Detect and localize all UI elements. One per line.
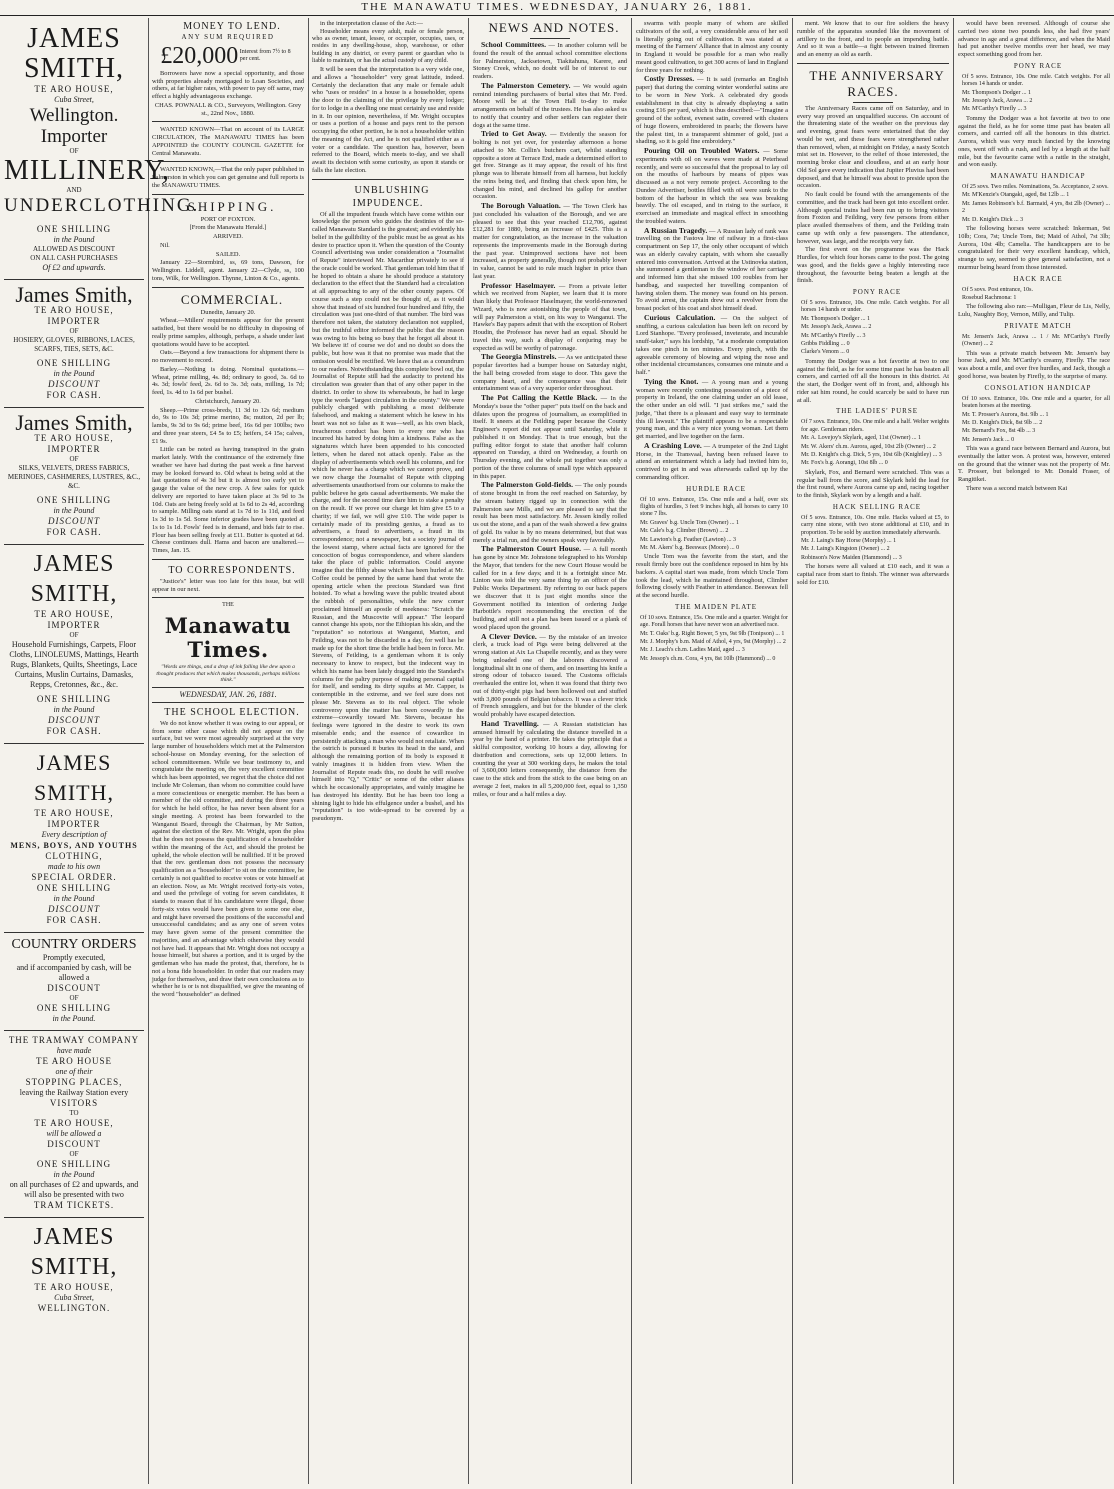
advert-silks	[4, 408, 144, 545]
wanted-notice: WANTED KNOWN,—That the only paper published in Palmerston in which you can get genuine and full reports is the MANAWATU TIMES.	[152, 166, 304, 189]
race-entry: Mr. T. Prosser's Aurora, 8st. 9lb ... 1	[962, 411, 1049, 418]
column-7	[958, 20, 1110, 1482]
advert-line: OF	[69, 327, 79, 335]
news-item-title: The Borough Valuation.	[481, 201, 561, 210]
race-heading: PRIVATE MATCH	[1004, 321, 1072, 330]
paper-motto: "Words are things, and a drop of ink falling like dew upon a thought produces that which makes thousands, perhaps millions think."	[156, 664, 300, 684]
advert-line: in the Pound	[53, 506, 95, 515]
advert-line: Of £2 and upwards.	[42, 263, 106, 272]
news-item-title: The Palmerston Cemetery.	[481, 80, 571, 90]
advert-line: one of their	[55, 1067, 93, 1076]
race-entry: Mr. D. Knight's Dick ... 3	[962, 216, 1024, 223]
news-item-body: It is said (remarks an English paper) that during the coming winter wonderful satins are to be worn in New York. A celebrated dry goods establishment in that city is already displaying a satin costing £16 per yard, which is thus described:—"Imagine a ground of the softest, evenest satin, covered with clusters of huge flowers, embroidered in pearls; the flowers have the palest tint, in a transparent shimmer of gold, just a shading, so it is gold fine embroidery."	[636, 76, 788, 146]
race-report: Tommy the Dodger was a hot favorite at two to one against the field, as he for some time past he has beaten all comers, and carried off all the honours in this district. At the start, the Dodger went off in front, and, although his rider sat him round, he could scarcely be said to have run at all.	[797, 357, 949, 404]
money-note: Interest from 7½ to 8 per cent.	[239, 48, 291, 62]
advert-line: leaving the Railway Station every	[19, 1088, 129, 1097]
masthead-rule	[0, 15, 1114, 16]
commercial-heading: COMMERCIAL.	[180, 291, 284, 307]
race-entry: Mr. Cale's b.g. Climber (Brown) ... 2	[640, 528, 729, 535]
advert-line: DISCOUNT	[47, 715, 100, 725]
advert-line: ON ALL CASH PURCHASES	[30, 254, 118, 262]
race-entry: Mr. M'Kenzie's Otangaki, aged, 8st 12lb ... 1	[962, 192, 1070, 199]
race-report: The following also ran:—Mulligan, Fleur de Lis, Nelly, Lulu, Naughty Boy, Vernon, Milly, and Tulip.	[958, 303, 1110, 319]
advert-line: will be allowed a	[46, 1129, 102, 1138]
race-entry: Rosebud Rachmona: 1	[962, 294, 1017, 301]
race-report: Tommy the Dodger was a hot favorite at two to one against the field, as he for some time past has beaten all comers, and carried off all the honours in this district. Aurora, which was very much fancied by the knowing ones, went off with a rush, and led by a length at the half mile, but the favourite came with a rattle in the straight, and won easily.	[958, 114, 1110, 169]
column-4	[473, 20, 627, 1482]
commercial-paragraph: Oats.—Beyond a few transactions for shipment there is no movement to record.	[152, 349, 304, 364]
column-3	[312, 20, 464, 1482]
news-item-body: As we anticipated these popular favorites had a bumper house on Saturday night, the hall being crowded from stage to door. This gave the company heart, and the consequence was that their entertainment was of a very superior order throughout.	[473, 354, 627, 393]
news-item-title: The Palmerston Court House.	[481, 544, 582, 554]
advert-name: James Smith,	[15, 410, 133, 435]
race-entry: Mr. J. Laing's Kingston (Owner) ... 2	[801, 546, 890, 553]
news-item-body: From a private letter which we received from Napier, we learn that it is more than likely that Professor Haselmayer, the world-renowned Wizard, who is now astonishing the people of that town, will pay Palmerston a visit, on his way to Wanganui. The Hawke's Bay papers admit that with the exception of Robert Houdin, the Professor has never had an equal. Should he travel this way, such a display of conjuring may be expected as will be worthy of patronage.	[473, 282, 627, 352]
column-5	[636, 20, 788, 1482]
article-paragraph: There was a second match between Kai	[966, 484, 1068, 492]
advert-line: TE ARO HOUSE,	[34, 808, 114, 818]
commercial-paragraph: Barley.—Nothing is doing. Nominal quotations.—Wheat, prime milling, 4s. 8d; ordinary to good, 3s. 6d to 4s. 3d; fowls' feed, 2s. 6d to 3s. 3d; oats, milling, 1s 7d; feed, 1s. 4d to 1s 6d per bushel.	[152, 365, 304, 396]
column-2	[152, 20, 304, 1482]
shipping-port: PORT OF FOXTON.	[200, 215, 256, 223]
race-conditions: Of 7 sovs. Entrance, 10s. One mile and a half. Welter weights for age. Gentleman riders.	[801, 419, 949, 433]
news-item: School Committees. — In another column will be found the result of the annual school committee elections for Palmerston, Jacksetown, Tiakitahuna, Karere, and Stoney Creek, which, no doubt will be of interest to our readers.	[473, 40, 627, 80]
advert-line: TE ARO HOUSE,	[34, 84, 114, 94]
news-item: The Palmerston Cemetery. — We would again remind intending purchasers of burial sites that Mr. Fred. Moore will be at the Town Hall to-day to make arrangements on behalf of the trustees. He has also asked us to notify that country and other settlers can register their dogs at the same time.	[473, 80, 627, 129]
advert-line: DISCOUNT	[47, 379, 100, 389]
masthead: THE MANAWATU TIMES. WEDNESDAY, JANUARY 26, 1881.	[361, 1, 753, 13]
race-entry: Robinson's Now Maiden (Hammond) ... 3	[801, 554, 902, 561]
school-election-body: We do not know whether it was owing to our appeal, or from some other cause which did not appear on the surface, but we were most agreeably surprised at the very large number of householders which met at the Palmerston school-house on Monday evening, for the selection of school committeemen. While we bear testimony to, and congratulate the meeting on, the very excellent committee which has been appointed, we regret that the choice did not include Mr Coleman, than whom no committee could have a more conscientious or energetic member. He has been a member of the old committee, and during the three years for which he held office, he has never been absent for a single meeting. A protest has been forwarded to the Wanganui Board, through the Chairman, by Mr Sutton, against the election of the Rev. Mr. Wright, upon the plea that he does not possess the qualification of a householder within the meaning of the Act, and should the protest be upheld, the whole election will be nullified. If it be proved that the rev. gentleman does not possess the necessary qualification as a "householder" to sit on the committee, he certainly is not qualified to receive votes or vote himself at an election. Now, as Mr. Wright received forty-six votes, and used the privilege of voting for seven candidates, it stands to reason that if his candidature were illegal, those forty-six votes would have been given to some one else, and might have reversed the positions of the successful and unsuccessful candidates; and as any one of seven votes may have given some of the present committee the majorities, and an advantage which otherwise they would not have had. It appears that Mr. Wright does not occupy a house himself, but shares a portion, and it is urged by the gentleman who has made the protest, that, therefore, he is not a bona fide householder. In order that our readers may judge for themselves, and draw their own conclusions as to whether he is or is not disqualified, we give the meaning of the word "householder" as defined	[152, 719, 304, 999]
race-entry: Mr. Jessop's Jack, Arawa ... 2	[962, 97, 1033, 104]
advert-line: Household Furnishings, Carpets, Floor Cloths, LINOLEUMS, Mattings, Hearth Rugs, Blankets, Quilts, Sheetings, Lace Curtains, Muslin Curtains, Damasks, Repps, Cretonnes, &c., &c.	[9, 640, 139, 689]
race-heading: HACK RACE	[1013, 274, 1063, 283]
advert-line: MILLINERY,	[4, 155, 170, 186]
article-paragraph: in the interpretation clause of the Act:—	[320, 20, 423, 27]
shipping-body: January 22—Stormbird, ss, 69 tons, Dawson, for Wellington. Liddell, agent. January 22—Clyde, ss, 100 tons, Wilk, for Wellington. Thynne, Linton & Co., agents.	[152, 259, 304, 282]
race-entry: Mr. M'Carthy's Firefly ... 3	[962, 106, 1027, 113]
news-item-title: Costly Dresses.	[644, 74, 695, 84]
advert-line: in the Pound	[53, 894, 95, 903]
news-item-title: Hand Travelling.	[481, 718, 539, 728]
advert-line: FOR CASH.	[46, 527, 102, 537]
article-paragraph: The first event on the programme was the Hack Hurdles, for which four horses came to the post. The going was good, and the fields gave a highly interesting race throughout, the favourite being beaten a length at the finish.	[797, 246, 949, 285]
advert-line: Promptly executed,	[42, 953, 106, 962]
advert-line: IMPORTER	[47, 316, 101, 326]
race-heading: MANAWATU HANDICAP	[990, 172, 1086, 181]
article-paragraph: It will be seen that the interpretation is a very wide one, and allows a "householder" very great latitude, indeed. Certainly the declaration that any male or female adult who "uses or resides" in a house is a householder, opens the door to the claiming of the privilege by every lodger; for to lodge in a dwelling one must certainly use and reside in it. In our opinion, nevertheless, if Mr. Wright occupies or uses a portion of a house and pays rent to the person occupying the other portion, he is not a householder within the meaning of the Act, and he is not qualified either as a voter or a candidate. The question has, however, been referred to the Board, which meets to-day, and we shall await its decision with some curiosity, as upon it stands or falls the late election.	[312, 66, 464, 174]
news-item-title: The Georgia Minstrels.	[481, 352, 557, 362]
advert-line: TRAM TICKETS.	[33, 1200, 115, 1210]
advert-line: have made	[56, 1046, 92, 1055]
race-entry: Mr. W. Akers' ch.m. Aurora, aged, 10st 2lb (Owner) ... 2	[801, 443, 936, 450]
advert-tramway	[4, 1031, 144, 1218]
advert-line: FOR CASH.	[46, 390, 102, 400]
news-item: The Borough Valuation. — The Town Clerk has just concluded his valuation of the Borough, and we are pleased to see that this year reached £12,706, against £12,281 for 1880, being an increase of £425. This is a matter for congratulation, as the increase in the valuation represents the improvements made in the Borough during the past year. Unimproved sections have not been increased, as property generally, though not probably lower in value, cannot be said to rule much higher in price than last year.	[473, 201, 627, 280]
advert-line: in the Pound	[53, 705, 95, 714]
news-item-body: Evidently the season for bolting is not yet over, for yesterday afternoon a horse attached to Mr. Collin's butchers cart, whilst standing opposite a store at Terrace End, made a determined effort to get free. Strange as it may appear, the result of his first plunge was to liberate himself from all harness, but luckily the reins being tied, and finding that check upon him, he changed his mind, and declined his gallop for another occasion.	[473, 131, 627, 201]
paper-title: Manawatu Times.	[164, 613, 292, 662]
race-entry: Mr. Jessop's ch.m. Cora, 4 yrs, 8st 10lb (Hammond) ... 0	[640, 655, 776, 662]
advert-line: TE ARO HOUSE,	[34, 305, 114, 315]
advert-line: IMPORTER	[47, 620, 101, 630]
column-rule	[953, 18, 954, 1484]
advert-line: MENS, BOYS, AND YOUTHS	[10, 841, 138, 850]
news-item-title: Professor Haselmayer.	[481, 280, 556, 290]
advert-line: TE ARO HOUSE	[35, 1056, 112, 1066]
column-rule	[308, 18, 309, 1484]
advert-line: WELLINGTON.	[37, 1303, 111, 1313]
commercial-paragraph: Sheep.—Prime cross-breds, 11 3d to 12s 6d; medium do, 9s to 10s 3d; prime merino, 8s; mutton, 2d per lb; lambs, 9s 3d to 9s 6d; prime beef, 16s 6d per 100lbs; two and three year steers, £4 5s to £5; heifers, £4 15s; calves, £1 9s.	[152, 406, 304, 445]
column-rule	[148, 18, 149, 1484]
arrived-label: ARRIVED.	[213, 233, 243, 240]
advert-line: OF	[69, 455, 79, 463]
title-the: THE	[222, 602, 234, 609]
news-item: The Pot Calling the Kettle Black. — In the Monday's issue the "other paper" puts itself on the back and dilates upon the progress of journalism, as exemplified in itself. It sneers at the Feilding paper because the County Engineer's report did not appear until Saturday, while it published it on Monday. That is true enough, but the puffing editor forgot to state that another half column appeared on Tuesday, a third on Wednesday, a fourth on Thursday evening, and the whole put together was only a portion of the three columns of small type which appeared in this paper.	[473, 393, 627, 480]
race-heading: THE LADIES' PURSE	[835, 407, 919, 416]
money-signature: CHAS. POWNALL & CO., Surveyors, Wellington. Grey st., 22nd Nov., 1880.	[154, 101, 302, 117]
race-heading: PONY RACE	[852, 288, 902, 296]
money-body: Borrowers have now a special opportunity, and those with properties already mortgaged to Loan Societies, and others, at far higher rates, with power to pay off same, may effect a highly advantageous exchange.	[152, 69, 304, 100]
unblushing-heading: UNBLUSHING IMPUDENCE.	[352, 184, 430, 209]
advert-line: DISCOUNT	[47, 1139, 101, 1149]
advert-furnishings	[4, 545, 144, 744]
news-item-body: A Russian lady of rank was travelling on the Fastova line of railway in a first-class compartment on Sep 17, the only other occupant of which was an elderly cavalry captain, with whom she casually entered into conversation. Arrived at the Ustinovka station, she summoned a gentleman to the window of her carriage and informed him that she missed 100 roubles from her handbag, and suspected her travelling companion of having stolen them. The money was found on his person. To avoid arrest, the captain drew out a revolver from the breast pocket of his coat and shot himself dead.	[636, 227, 789, 312]
advert-line: Cuba Street,	[54, 1293, 94, 1302]
advert-line: in the Pound.	[52, 1014, 96, 1023]
advert-line: and if accompanied by cash, will be allowed a	[16, 963, 132, 982]
article-paragraph: The Anniversary Races came off on Saturday, and in every way proved an unqualified success. On account of the threatening state of the weather on the previous day and evening, great fears were entertained that the day would be wet, and these fears were strengthened rather than removed, when, at midnight on Friday, a nasty Scotch mist set in. However, to the relief of those interested, the morning broke clear and cloudless, and at an early hour Old Sol gave every indication that Jupiter Pluvius had been deposed, and that he himself was about to preside upon the occasion.	[797, 104, 949, 190]
commercial-paragraph: Wheat.—Millers' requirements appear for the present satisfied, but there would be no difficulty in disposing of really prime samples, although, perhaps, a shade under last quotations would have to be accepted.	[152, 317, 304, 348]
advert-line: ONE SHILLING	[36, 358, 112, 368]
news-item-body: A young man and a young woman were recently contesting possession of a piece of property in Ireland, the one claiming under an old lease, the other under an old will. "I just strikes me," said the judge, "that there is a pleasant and easy way to terminate this ill lawsuit." The plaintiff appears to be a respectable young man, and this a very nice young woman. Let them get married, and live together on the farm.	[636, 378, 788, 440]
race-heading: HACK SELLING RACE	[832, 502, 922, 511]
advert-line: in the Pound	[53, 369, 95, 378]
news-item-body: By the mistake of an invoice clerk, a truck load of Pigs were being delivered at the wrong station at Aix La Chapelle recently, and as they were being unloaded one of the laborers discovered a longitudinal slit in one of them, and on inserting his knife a strong odour of tobacco issued. The Customs officials overhauled the entire lot, when it was found that thirty two out of thirty-eight pigs had been hollowed out and stuffed with 3,800 pounds of Belgian tobacco. It was a clever trick of French smugglers, and but for the blunder of the clerk would probably have escaped detection.	[473, 633, 627, 718]
unblushing-body: Of all the impudent frauds which have come within our knowledge the person who guides the destinies of the so-called Manawatu Standard is the greatest; and evidently his belief in the gullibility of the public must be as great as his desire to practice upon it. When the question of the County Council advertising was under consideration a "Journalist of Repute" interviewed Mr. Macarthur privately to see if the oracle could be worked. That gentleman told him that if he hoped to obtain a share he should produce a statutory declaration to the effect that the Standard had a circulation at all approaching to any of the other county papers. Of course such a step could not be thought of, as it would show that instead of six hundred four hundred and fifty, the circulation was just one-third of that number. The bird was therefore not taken, the statutory declaration not supplied, but the truthful editor informed the public that the reason was owing to his being so busy that he forgot all about it. We believe it! of course we do! and no doubt so does the public, but how was it that no promise was made that the omission would be rectified. We leave that as a conundrum to our readers. Notwithstanding this complete bowl out, the Journalist of Repute still had the audacity to pretend his circulation was greater than that of any other paper in the district. In order to show its whereabouts, he had in large type the words "largest circulation in the county." We were publicly charged with publishing a most deliberate falsehood, and making a statement which he knew in his heart was not so false as it was—well, as his own black, treacherous conduct has been to every one who has incurred his hatred by doing him a kindness. False as the signatures which have been appended to his concocted letters, when he dared not attack openly. False as the display of advertisements which swell his columns, and for which he never has a charge which we cannot prove, and we now charge the Journalist of Repute with clipping advertisements unauthorised from our columns to make the public believe he gets casual advertisements. We make the charge, and for the second time dare him to stake a penalty on the result. If we prove our charge let him give £5 to a charity; if we fail, we will give £10. The wide paper is certainly made of its presiding genius, a fraud as to advertisers, a fraud to advertisers, a fraud in its correspondence; not a newspaper, but a society journal of the lowest stamp, where actual facts are ignored for the concoction of bogus correspondence, and where slanders take the place of public information. Could anyone imagine that the filthy abuse which has been hurled at Mr. Coffee could be penned by the same hand that wrote the opening article when the precious Standard was first hoisted. To what a howling wave the public treated about the rubbish of personalities, while the new comer proclaimed himself an apostle of meekness: "Scratch the Russian, and the Muscovite will appear." The leopard cannot change his spots, nor the Ethiopian his skin, and the "reputation" so notorious at Wanganui, Marton, and Feilding, was not to be discarded in a day, for well has he made up for the short time the bridle had been in force. Mr. Stevens, of Feilding, is a gentleman whom it is only necessary to know to respect, but the indecent way in which his name has been lately dragged into the Standard's columns for the paltry purpose of making personal capital for itself, and sending its dirty squibs at Mr. Capper, is contemptible in the extreme, and we feel sure does not please Mr. Stevens as to its real object. The whole controversy upon the matter has been cowardly in the extreme—cowardly toward Mr. Stevens, because his feelings were ignored in the desire to work its own miserable ends; and the essence of cowardice in persistently attacking a man who would not retaliate. When the ostrich is pursued it buries its head in the sand, and although the remaining portion of its body is exposed it vainly imagines it is hidden from view. When the Journalist of Repute reads this, no doubt he will resolve himself into "Q," "Critic" or some of the other aliases which he occasionally appropriates, and vainly imagine he has destroyed his identity. But he has been too long a shining light to hide his effulgence under a bushel, and his "reputation" is too wide-spread to be covered by a pseudonym.	[312, 210, 464, 823]
advert-line: ONE SHILLING	[36, 1003, 112, 1013]
shipping-heading: SHIPPING.	[187, 198, 277, 214]
advert-line: ONE SHILLING	[36, 224, 112, 234]
advert-line: in the Pound	[53, 1170, 95, 1179]
race-heading: PONY RACE	[1013, 61, 1063, 70]
news-item-title: Pouring Oil on Troubled Waters.	[644, 146, 760, 155]
news-item: Hand Travelling. — A Russian statistician has amused himself by calculating the distance travelled in a year by the hand of a printer. He takes the principle that a skilful compositor, working 10 hours a day, allowing for distribution and corrections, sets up 12,000 letters. In counting the year at 300 working days, he makes the total of 3,600,000 letters consequently, the distance from the case to the stick and from the stick to the case being on an average 2 feet, makes in all 5,200,000 feet, equal to 1,350 miles, or four and a half miles a day.	[473, 718, 627, 798]
commercial-dateline: Christchurch, January 20.	[195, 397, 261, 405]
advert-line: OF	[69, 994, 79, 1002]
advert-line: FOR CASH.	[46, 915, 102, 925]
race-entry: Mr. James Robinson's b.f. Barmaid, 4 yrs, 8st 2lb (Owner) ... 2	[962, 200, 1110, 215]
advert-name: JAMES SMITH,	[23, 23, 125, 84]
race-entry: Clarke's Venom ... 0	[801, 349, 850, 356]
race-conditions: Of 5 sovs. Entrance, 10s. One mile. Catch weights. For all horses 14 hands or under.	[801, 300, 949, 314]
advert-line: ONE SHILLING	[36, 883, 112, 893]
race-entry: Mr. D. Knight's Dick, 8st 9lb ... 2	[962, 419, 1043, 426]
advert-line: ALLOWED AS DISCOUNT	[32, 245, 116, 253]
race-entry: Mr. J. Morphy's b.m. Maid of Athol, 4 yrs, 9st (Morphy) ... 2	[640, 639, 786, 646]
races-heading: THE ANNIVERSARY RACES.	[809, 67, 945, 99]
race-report: This was a private match between Mr. Jensen's bay horse Jack, and Mr. M'Carthy's creamy, Firefly. The race was about a mile, and over five hurdles, and Jack, though a good horse, was beaten by Firefly, to the surprise of many.	[958, 349, 1110, 380]
news-item: Tying the Knot. — A young man and a young woman were recently contesting possession of a piece of property in Ireland, the one claiming under an old lease, the other under an old will. "I just strikes me," said the judge, "that there is a pleasant and easy way to terminate this ill lawsuit." The plaintiff appears to be a respectable young man, and this a very nice young woman. Let them get married, and live together on the farm.	[636, 376, 788, 440]
article-paragraph: No fault could be found with the arrangements of the committee, and the track had been got into excellent order. Although special trains had been run up to bring visitors from Foxton and Feilding, very few persons from either place availed themselves of them, and the Feilding train came up with only a few passengers. The attendance, however, was large, and the receipts very fair.	[797, 191, 949, 245]
news-item-body: A full month has gone by since Mr. Johnstone telegraphed to his Worship the Mayor, that tenders for the new Court House would be called for in a few days; and it is a fortnight since Mr. Linton was told the very same thing by an officer of the Public Works Department. By referring to our back papers we discover that it is just eight months since the Government notified its intention of ordering Judge Harbottle's report recommending the erection of the building, and still not a plan has been issued or a plank of wood placed upon the ground.	[473, 546, 628, 631]
advert-line: TE ARO HOUSE,	[34, 1282, 114, 1292]
advert-line: OF	[69, 1150, 79, 1158]
news-item-body: We would again remind intending purchasers of burial sites that Mr. Fred. Moore will be at the Town Hall to-day to make arrangements on behalf of the trustees. He has also asked us to notify that country and other settlers can register their dogs at the same time.	[473, 82, 627, 129]
news-item-title: A Russian Tragedy.	[644, 225, 708, 235]
advert-line: TE ARO HOUSE,	[34, 609, 114, 619]
advert-clothing	[4, 744, 144, 933]
race-report: This was a grand race between Bernard and Aurora, but eventually the latter won. A protest was, however, entered on the ground that the winner was not the property of Mr. T. Prosser, but belonged to Mr. Donald Fraser, of Rangitikei.	[958, 445, 1110, 484]
race-report: Uncle Tom was the favorite from the start, and the result firmly bore out the confidence reposed in him by his backers. A capital start was made, from which Uncle Tom took the lead, which he maintained throughout, Climber following closely with Feather in attendance. Beeswax fell at the second hurdle.	[636, 553, 788, 600]
advert-line: on all purchases of £2 and upwards, and	[9, 1180, 139, 1189]
race-entry: Mr. Jessop's Jack, Arawa ... 2	[801, 324, 872, 331]
race-entry: Mr. T. Oaks' b.g. Right Bower, 5 yrs, 9st 9lb (Tonipson) ... 1	[640, 630, 785, 637]
wanted-notice: WANTED KNOWN—That on account of its LARGE CIRCULATION, The MANAWATU TIMES has been APPOINTED the COUNTY COUNCIL GAZETTE for Central Manawatu.	[152, 126, 304, 157]
advert-line: OF	[69, 147, 79, 155]
advert-line: OF	[69, 631, 79, 639]
advert-line: Every description of	[41, 830, 107, 839]
news-item-title: Tried to Get Away.	[481, 129, 547, 139]
advert-line: ONE SHILLING	[36, 495, 112, 505]
advert-line: CLOTHING,	[45, 851, 103, 861]
advert-name: James Smith,	[15, 282, 133, 307]
news-item-body: A Russian statistician has amused himself by calculating the distance travelled in a year by the hand of a printer. He takes the principle that a skilful compositor, working 10 hours a day, allowing for distribution and corrections, sets up 12,000 letters. In counting the year at 300 working days, he makes the total of 3,600,000 letters consequently, the distance from the case to the stick and from the stick to the case being on an average 2 feet, makes in all 5,200,000 feet, equal to 1,350 miles, or four and a half miles a day.	[473, 720, 627, 798]
advert-name: JAMES SMITH,	[30, 1224, 118, 1280]
arrived-value: Nil.	[160, 241, 170, 249]
race-entry: Mr. M. Akers' b.g. Beeswax (Moore) ... 0	[640, 544, 740, 551]
commercial-dateline: Dunedin, January 20.	[200, 308, 256, 316]
issue-dateline: WEDNESDAY, JAN. 26, 1881.	[152, 687, 304, 703]
advert-name: JAMES SMITH,	[30, 551, 118, 607]
news-item-title: A Clever Device.	[481, 631, 537, 641]
advert-line: UNDERCLOTHING.	[4, 195, 200, 216]
advert-line: Importer	[40, 126, 108, 147]
race-entry: Gribbs Fiddling ... 0	[801, 341, 850, 348]
advert-hosiery	[4, 280, 144, 408]
column-rule	[631, 18, 632, 1484]
race-entry: Mr. Jensen's Jack ... 0	[962, 436, 1015, 443]
race-heading: THE MAIDEN PLATE	[674, 602, 758, 611]
news-item: The Georgia Minstrels. — As we anticipated these popular favorites had a bumper house on Saturday night, the hall being crowded from stage to door. This gave the company heart, and the consequence was that their entertainment was of a very superior order throughout.	[473, 352, 627, 393]
advert-line: VISITORS	[49, 1098, 99, 1108]
advert-line: made to his own	[47, 862, 101, 871]
race-conditions: Of 10 sovs. Entrance, 15s. One mile and a half, over six flights of hurdles, 3 feet 9 inches high, all horses to carry 10 stone 7 lbs.	[640, 496, 788, 518]
news-item: Professor Haselmayer. — From a private letter which we received from Napier, we learn that it is more than likely that Professor Haselmayer, the world-renowned Wizard, who is now astonishing the people of that town, will pay Palmerston a visit, on his way to Wanganui. The Hawke's Bay papers admit that with the exception of Robert Houdin, the Professor has never had an equal. Should he travel this way, such a display of conjuring may be expected as will be worthy of patronage.	[473, 280, 627, 352]
news-item-title: The Pot Calling the Kettle Black.	[481, 393, 598, 402]
news-item: The Palmerston Court House. — A full month has gone by since Mr. Johnstone telegraphed to his Worship the Mayor, that tenders for the new Court House would be called for in a few days; and it is a fortnight since Mr. Linton was told the very same thing by an officer of the Public Works Department. By referring to our back papers we discover that it is just eight months since the Government notified its intention of ordering Judge Harbottle's report recommending the erection of the building, and still not a plan has been issued or a plank of wood placed upon the ground.	[473, 544, 628, 631]
article-paragraph: would have been reversed. Although of course she carried two stone two pounds less, she had five years' advance in age and a great difference, and when the Maid had put another twelve months over her head, we may expect something good from her.	[958, 20, 1110, 58]
advert-line: FOR CASH.	[46, 726, 102, 736]
race-report: The horses were all valued at £10 each, and it was a capital race from start to finish. The winner was afterwards sold for £10.	[797, 563, 949, 586]
advert-line: STOPPING PLACES,	[25, 1077, 123, 1087]
race-conditions: Of 5 sovs. Entrance, 10s. One mile. Hacks valued at £5, to carry nine stone, with two stone additional at £10, and in proportion. To be sold by auction immediately afterwards.	[801, 514, 949, 536]
advert-line: THE TRAMWAY COMPANY	[8, 1035, 140, 1045]
news-item-body: In another column will be found the result of the annual school committee elections for Palmerston, Jacksetown, Tiakitahuna, Karere, and Stoney Creek, which, no doubt will be of interest to our readers.	[473, 42, 627, 80]
news-item-body: Some experiments with oil on waves were made at Peterhead recently, and were so successful that the proposal to lay oil on the mouths of harbours by means of pipes was discussed as a not very remote project. According to the Dundee Advertiser, bottles filled with oil were sunk to the bottom of the harbour in which the sea was breaking heavily. The oil escaped, and in rising to the surface, it exercised an immediate and magical effect in smoothing the troubled waters.	[636, 148, 788, 225]
news-item-body: In the Monday's issue the "other paper" puts itself on the back and dilates upon the progress of journalism, as exemplified in itself. It sneers at the Feilding paper because the County Engineer's report did not appear until Saturday, while it published it on Monday. That is true enough, but the puffing editor forgot to state that another half column appeared on Tuesday, a third on Wednesday, a fourth on Thursday evening, and the whole put together was only a portion of the three columns of small type which appeared in this paper.	[473, 395, 627, 480]
race-heading: CONSOLATION HANDICAP	[984, 383, 1092, 392]
race-entry: Mr. Fox's b.g. Aorangi, 10st 8lb ... 0	[801, 460, 888, 467]
news-item: A Crashing Love. — A trumpeter of the 2nd Light Horse, in the Transvaal, having been refused leave to attend an entertainment which a lady had invited him to, contrived to get in and was afterwards called up by the commanding officer.	[636, 440, 788, 481]
race-conditions: Of 5 sovs. Post entrance, 10s.	[962, 286, 1033, 293]
advert-closing	[4, 1218, 144, 1320]
race-conditions: Of 25 sovs. Two miles. Nominations, 5s. Acceptance, 2 sovs.	[962, 184, 1109, 191]
race-entry: Mr. D. Knight's ch.g. Dick, 5 yrs, 10st 6lb (Knightley) ... 3	[801, 451, 942, 458]
news-item: A Russian Tragedy. — A Russian lady of rank was travelling on the Fastova line of railway in a first-class compartment on Sep 17, the only other occupant of which was an elderly cavalry captain, with whom she casually entered into conversation. Arrived at the Ustinovka station, she summoned a gentleman to the window of her carriage and informed him that she missed 100 roubles from her handbag, and suspected her travelling companion of having stolen them. The money was found on his person. To avoid arrest, the captain drew out a revolver from the breast pocket of his coat and shot himself dead.	[636, 225, 789, 312]
correspondents-heading: TO CORRESPONDENTS.	[168, 564, 296, 576]
correspondents-body: "Justice's" letter was too late for this issue, but will appear in our next.	[152, 577, 304, 593]
advert-line: TO	[69, 1109, 79, 1117]
advert-name: JAMES SMITH,	[34, 750, 114, 805]
advert-line: DISCOUNT	[47, 983, 101, 993]
advert-line: IMPORTER	[47, 444, 101, 454]
news-item-body: The only pounds of stone brought in from the reef reached on Saturday, by the stream battery rigged up in connection with the Palmerston saw Mills, and we are pleased to say that the result has been most satisfactory. Mr. Jessen kindly rolled us out the stone, and a pan of the wash showed a few grains of gold. Its value is by no means determined, but that was merely a trial run, and the owners speak very favorably.	[473, 482, 627, 544]
news-item: Costly Dresses. — It is said (remarks an English paper) that during the coming winter wonderful satins are to be worn in New York. A celebrated dry goods establishment in that city is already displaying a satin costing £16 per yard, which is thus described:—"Imagine a ground of the softest, evenest satin, covered with clusters of huge flowers, embroidered in pearls; the flowers have the palest tint, in a transparent shimmer of gold, just a shading, so it is gold fine embroidery."	[636, 74, 788, 146]
advert-line: DISCOUNT	[47, 904, 100, 914]
race-entry: Mr. Lawton's b.g. Feather (Lawton) ... 3	[640, 536, 737, 543]
article-paragraph: swarms with people many of whom are skilled cultivators of the soil, a very considerable area of her soil is literally going out of cultivation. It was stated at a meeting of the Farmers' Alliance that in almost any county in England it would be possible for a man who really meant good cultivation, to get 300 acres of land in England for three years for nothing.	[636, 20, 788, 74]
news-item-title: Curious Calculation.	[644, 312, 716, 322]
news-item: The Palmerston Gold-fields. — The only pounds of stone brought in from the reef reached on Saturday, by the stream battery rigged up in connection with the Palmerston saw Mills, and we are pleased to say that the result has been most satisfactory. Mr. Jessen kindly rolled us out the stone, and a pan of the wash showed a few grains of gold. Its value is by no means determined, but that was merely a trial run, and the owners speak very favorably.	[473, 480, 627, 544]
advert-line: AND	[66, 186, 82, 194]
commercial-paragraph: Little can be noted as having transpired in the grain market lately. With the continuance of the extremely fine weather we have had during the past week a fine harvest may be looked forward to. Old wheat is being sold at the last quotations of 4s 3d but it is almost too early yet to gauge the value of the new crop. A few sales for quick delivery are reported to have taken place at 3s 9d to 3s 10d. Oats are being freely sold at 1s 6d to 2s 4d, according to sample. Milling oats stand at 1s 7d to 1s 11d, and feed 1s 3d to 1s 5d. Some inferior grades have been quoted at 1s to 1s 1d. Fowls' feed is in demand, and bids fair to rise. Flour has been selling freely at £11. Butter is quoted at 6d. Cheese continues dull. Hams and bacon are unaltered.—Times, Jan. 15.	[152, 446, 304, 554]
column-rule	[792, 18, 793, 1484]
news-heading: NEWS AND NOTES.	[488, 20, 620, 35]
advert-line: SILKS, VELVETS, DRESS FABRICS, MERINOES, CASHMERES, LUSTRES, &C., &C.	[7, 464, 141, 490]
advert-line: HOSIERY, GLOVES, RIBBONS, LACES, SCARFS, TIES, SETS, &C.	[13, 336, 135, 353]
money-subheading: ANY SUM REQUIRED	[181, 33, 275, 41]
news-item: A Clever Device. — By the mistake of an invoice clerk, a truck load of Pigs were being delivered at the wrong station at Aix La Chapelle recently, and as they were being unloaded one of the laborers discovered a longitudinal slit in one of them, and on inserting his knife a strong odour of tobacco issued. The Customs officials overhauled the entire lot, when it was found that thirty two out of thirty-eight pigs had been hollowed out and stuffed with 3,800 pounds of Belgian tobacco. It was a clever trick of French smugglers, and but for the blunder of the clerk would probably have escaped detection.	[473, 631, 627, 718]
news-item: Tried to Get Away. — Evidently the season for bolting is not yet over, for yesterday afternoon a horse attached to Mr. Collin's butchers cart, whilst standing opposite a store at Terrace End, made a determined effort to get free. Strange as it may appear, the result of his first plunge was to liberate himself from all harness, but luckily the reins being tied, and finding that check upon him, he changed his mind, and declined his gallop for another occasion.	[473, 129, 627, 201]
race-conditions: Of 5 sovs. Entrance, 10s. One mile. Catch weights. For all horses 14 hands or under.	[962, 73, 1110, 88]
advert-line: ONE SHILLING	[36, 694, 112, 704]
advert-line: DISCOUNT	[47, 516, 100, 526]
advert-line: will also be presented with two	[24, 1190, 124, 1199]
advert-line: ONE SHILLING	[36, 1159, 112, 1169]
news-item-title: School Committees.	[481, 40, 547, 49]
race-heading: HURDLE RACE	[686, 484, 746, 493]
money-amount-row	[152, 43, 304, 69]
race-entry: Mr. Bernard's Fox, 8st 4lb ... 3	[962, 428, 1036, 435]
article-paragraph: ment. We know that to our fire soldiers the heavy rumble of the apparatus sounded like the movement of artillery to the front, and to people an impending battle. And so it was a battle—a fight between trained firemen and an enemy as old as earth.	[797, 20, 949, 58]
school-election-heading: THE SCHOOL ELECTION.	[164, 706, 300, 718]
news-item-title: The Palmerston Gold-fields.	[481, 480, 574, 490]
advert-line: TE ARO HOUSE,	[34, 433, 114, 443]
news-item: Pouring Oil on Troubled Waters. — Some experiments with oil on waves were made at Peterhead recently, and were so successful that the proposal to lay oil on the mouths of harbours by means of pipes was discussed as a not very remote project. According to the Dundee Advertiser, bottles filled with oil were sunk to the bottom of the harbour in which the sea was breaking heavily. The oil escaped, and in rising to the surface, it exercised an immediate and magical effect in smoothing the troubled waters.	[636, 146, 788, 225]
race-entry: Mr. Graves' b.g. Uncle Tom (Owner) ... 1	[640, 519, 740, 526]
advert-line: TE ARO HOUSE,	[34, 1118, 114, 1128]
news-item-title: Tying the Knot.	[644, 376, 699, 386]
race-entry: Mr. J. Leach's ch.m. Ladies Maid, aged ... 3	[640, 647, 745, 654]
news-item-body: The Town Clerk has just concluded his valuation of the Borough, and we are pleased to see that this year reached £12,706, against £12,281 for 1880, being an increase of £425. This is a matter for congratulation, as the increase in the valuation represents the improvements made in the Borough during the past year. Unimproved sections have not been increased, as property generally, though not probably lower in value, cannot be said to rule much higher in price than last year.	[473, 203, 627, 280]
advert-line: Cuba Street,	[54, 95, 94, 104]
news-item-body: On the subject of snuffing, a curious calculation has been left on record by Lord Stanhope. "Every professed, inveterate, and incurable snuff-taker," says his lordship, "at a moderate computation takes one pinch in ten minutes. Every pinch, with the agreeable ceremony of blowing and wiping the nose and other incidental circumstances, consumes one minute and a half."	[636, 314, 788, 376]
advert-line: IMPORTER	[47, 819, 101, 829]
advert-line: in the Pound	[53, 235, 95, 244]
shipping-source: [From the Manawatu Herald.]	[189, 224, 267, 232]
news-item-body: A trumpeter of the 2nd Light Horse, in the Transvaal, having been refused leave to attend an entertainment which a lady had invited him to, contrived to get in and was afterwards called up by the commanding officer.	[636, 442, 788, 481]
advert-country-orders	[4, 933, 144, 1031]
money-amount: £20,000	[160, 42, 239, 69]
money-heading: MONEY TO LEND.	[183, 21, 281, 32]
advert-line: Wellington.	[29, 105, 119, 126]
race-conditions: Of 10 sovs. Entrance, 15s. One mile and a quarter. Weight for age. Forall horses that have never won an advertised race.	[640, 614, 788, 629]
race-entry: Mr. Jensen's Jack, Arawa ... 1 / Mr. M'Carthy's Firefly (Owner) ... 2	[962, 333, 1110, 348]
article-quote: Householder means every adult, male or female person, who as owner, tenant, lessee, or occupier, occupies, uses, or resides in any dwelling-house, shop, warehouse, or other building in any district, or every parent or guardian who is liable to maintain, or has the actual custody of any child.	[312, 28, 464, 64]
news-item: Curious Calculation. — On the subject of snuffing, a curious calculation has been left on record by Lord Stanhope. "Every professed, inveterate, and incurable snuff-taker," says his lordship, "at a moderate computation takes one pinch in ten minutes. Every pinch, with the agreeable ceremony of blowing and wiping the nose and other incidental circumstances, consumes one minute and a half."	[636, 312, 788, 376]
advert-line: COUNTRY ORDERS	[11, 937, 137, 952]
race-entry: Mr. M'Carthy's Firefly ... 3	[801, 332, 866, 339]
race-report: Skylark, Fox, and Bernard were scratched. This was a regular ball from the score, and Skylark held the lead for the first round, where Aurora came up and, racing together to the finish, Skylark won by a length and a half.	[797, 468, 949, 500]
race-entry: Mr. Thompson's Dodger ... 1	[962, 89, 1031, 96]
race-conditions: Of 10 sovs. Entrance, 10s. One mile and a quarter, for all beaten horses at the meeting.	[962, 395, 1110, 410]
race-entry: Mr. Thompson's Dodger ... 1	[801, 315, 870, 322]
sailed-label: SAILED.	[215, 250, 241, 258]
advert-line: SPECIAL ORDER.	[31, 872, 117, 882]
news-item-title: A Crashing Love.	[644, 440, 702, 450]
column-rule	[468, 18, 469, 1484]
column-6	[797, 20, 949, 1482]
race-report: The following horses were scratched: Inkerman, 9st 10lb; Cora, 7st; Uncle Tom, 8st; Maid of Athol, 7st 3lb; Aurora, 10st 4lb; Camelia. The handicappers are to be congratulated for their very excellent handicap, which, strange to say, seemed to give general satisfaction, not a murmur being heard from those interested.	[958, 225, 1110, 271]
race-entry: Mr. A. Lovejoy's Skylark, aged, 11st (Owner) ... 1	[801, 435, 922, 442]
race-entry: Mr. J. Laing's Bay Horse (Morphy) ... 1	[801, 538, 897, 544]
